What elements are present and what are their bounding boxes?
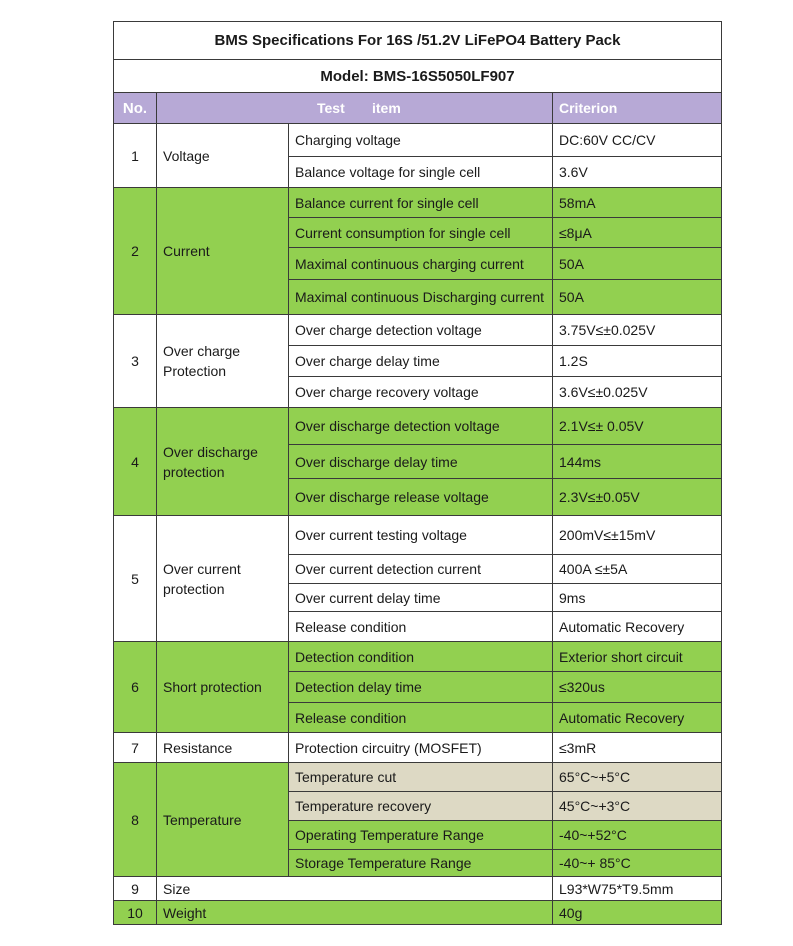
- table-row: [114, 408, 722, 445]
- test-item: Over current detection current: [289, 555, 553, 584]
- table-row: [114, 763, 722, 792]
- test-item: Detection delay time: [289, 672, 553, 703]
- criterion-value: ≤320us: [553, 672, 722, 703]
- criterion-value: ≤8μA: [553, 218, 722, 248]
- test-item: Protection circuitry (MOSFET): [289, 733, 553, 763]
- group-number: 10: [114, 901, 157, 925]
- group-number: 5: [114, 516, 157, 642]
- table-row: [114, 901, 722, 925]
- criterion-value: Automatic Recovery: [553, 612, 722, 642]
- header-item: item: [371, 100, 401, 116]
- group-number: 1: [114, 124, 157, 188]
- test-item: Balance current for single cell: [289, 188, 553, 218]
- header-test: Test: [317, 100, 345, 116]
- group-number: 9: [114, 877, 157, 901]
- group-category: Voltage: [157, 124, 289, 188]
- criterion-value: 9ms: [553, 584, 722, 612]
- test-item: Over current testing voltage: [289, 516, 553, 555]
- criterion-value: 50A: [553, 280, 722, 315]
- test-item: Charging voltage: [289, 124, 553, 157]
- criterion-value: -40~+52°C: [553, 821, 722, 850]
- criterion-value: 3.6V≤±0.025V: [553, 377, 722, 408]
- header-criterion: Criterion: [553, 93, 722, 124]
- table-title: BMS Specifications For 16S /51.2V LiFePO4 Battery Pack: [114, 22, 722, 60]
- table-row: [114, 315, 722, 346]
- header-test-item: [157, 93, 553, 124]
- test-item: Over discharge detection voltage: [289, 408, 553, 445]
- test-item: Maximal continuous Discharging current: [289, 280, 553, 315]
- criterion-value: DC:60V CC/CV: [553, 124, 722, 157]
- group-category: Short protection: [157, 642, 289, 733]
- header-no: No.: [114, 93, 157, 124]
- bms-spec-table: [113, 21, 722, 925]
- group-number: 3: [114, 315, 157, 408]
- criterion-value: 200mV≤±15mV: [553, 516, 722, 555]
- test-item: Balance voltage for single cell: [289, 157, 553, 188]
- criterion-value: 45°C~+3°C: [553, 792, 722, 821]
- test-item: Release condition: [289, 612, 553, 642]
- group-category: Over current protection: [157, 516, 289, 642]
- group-category: Size: [157, 877, 553, 901]
- group-number: 6: [114, 642, 157, 733]
- test-item: Over charge recovery voltage: [289, 377, 553, 408]
- group-number: 7: [114, 733, 157, 763]
- group-category: Temperature: [157, 763, 289, 877]
- group-category: Weight: [157, 901, 553, 925]
- test-item: Storage Temperature Range: [289, 850, 553, 877]
- test-item: Over discharge release voltage: [289, 479, 553, 516]
- table-row: [114, 516, 722, 555]
- criterion-value: ≤3mR: [553, 733, 722, 763]
- criterion-value: -40~+ 85°C: [553, 850, 722, 877]
- criterion-value: 2.3V≤±0.05V: [553, 479, 722, 516]
- table-row: [114, 642, 722, 672]
- criterion-value: 50A: [553, 248, 722, 280]
- criterion-value: 65°C~+5°C: [553, 763, 722, 792]
- criterion-value: L93*W75*T9.5mm: [553, 877, 722, 901]
- criterion-value: Exterior short circuit: [553, 642, 722, 672]
- table-row: [114, 188, 722, 218]
- criterion-value: 40g: [553, 901, 722, 925]
- test-item: Operating Temperature Range: [289, 821, 553, 850]
- group-category: Current: [157, 188, 289, 315]
- test-item: Over current delay time: [289, 584, 553, 612]
- table-row: [114, 124, 722, 157]
- criterion-value: 3.6V: [553, 157, 722, 188]
- table-row: [114, 733, 722, 763]
- test-item: Over discharge delay time: [289, 445, 553, 479]
- group-number: 8: [114, 763, 157, 877]
- table-row: [114, 877, 722, 901]
- group-category: Resistance: [157, 733, 289, 763]
- criterion-value: 58mA: [553, 188, 722, 218]
- test-item: Over charge detection voltage: [289, 315, 553, 346]
- test-item: Temperature recovery: [289, 792, 553, 821]
- criterion-value: Automatic Recovery: [553, 703, 722, 733]
- criterion-value: 3.75V≤±0.025V: [553, 315, 722, 346]
- criterion-value: 2.1V≤± 0.05V: [553, 408, 722, 445]
- test-item: Over charge delay time: [289, 346, 553, 377]
- group-category: Over charge Protection: [157, 315, 289, 408]
- criterion-value: 1.2S: [553, 346, 722, 377]
- group-number: 2: [114, 188, 157, 315]
- criterion-value: 400A ≤±5A: [553, 555, 722, 584]
- model-label: Model: BMS-16S5050LF907: [114, 60, 722, 93]
- test-item: Release condition: [289, 703, 553, 733]
- group-category: Over discharge protection: [157, 408, 289, 516]
- criterion-value: 144ms: [553, 445, 722, 479]
- test-item: Detection condition: [289, 642, 553, 672]
- test-item: Temperature cut: [289, 763, 553, 792]
- test-item: Maximal continuous charging current: [289, 248, 553, 280]
- group-number: 4: [114, 408, 157, 516]
- test-item: Current consumption for single cell: [289, 218, 553, 248]
